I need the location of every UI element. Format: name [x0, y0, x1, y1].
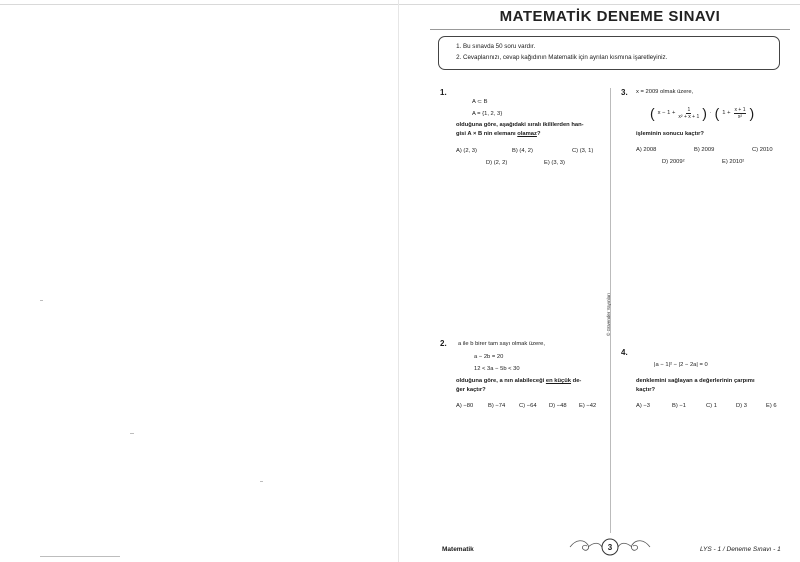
q1-given-2: A = {1, 2, 3} [472, 111, 503, 117]
q4-choices [636, 403, 786, 413]
scan-speck [130, 433, 134, 434]
fraction: $\frac{x + 1}{\text{x²}}$ [734, 106, 746, 120]
q1-stem: olduğuna göre, aşağıdaki sıralı ikililerden han- gisi A × B nin elemanı olamaz? [456, 122, 584, 137]
q3-choices [636, 147, 786, 167]
choice[interactable]: C) 2010 [752, 147, 773, 153]
paren: ) [749, 105, 755, 121]
choice[interactable]: D) 2009² [662, 159, 685, 165]
q1-number: 1. [440, 88, 447, 97]
scan-edge-line [0, 4, 800, 5]
publisher-mark [602, 278, 618, 338]
choice[interactable]: B) −1 [672, 403, 687, 409]
scan-speck [40, 300, 43, 301]
choice[interactable]: B) 2009 [694, 147, 715, 153]
choice[interactable]: B) −74 [488, 403, 506, 409]
q4-equation: |a − 1|² − |2 − 2a| = 0 [654, 362, 708, 368]
paren: ( [714, 105, 720, 121]
q4-stem: denklemini sağlayan a değerlerinin çarpımı kaçtır? [636, 378, 755, 393]
footer-subject: Matematik [442, 546, 474, 553]
paren: ) [702, 105, 707, 121]
publisher-text: © Güvender Yayınları [606, 293, 611, 336]
choice[interactable]: E) 6 [766, 403, 777, 409]
footer-series: LYS - 1 / Deneme Sınavı - 1 [700, 546, 781, 553]
q2-stem: olduğuna göre, a nın alabileceği en küçük de- ğer kaçtır? [456, 378, 582, 393]
page-fold [398, 0, 399, 562]
title-rule [430, 29, 790, 30]
page-number: 3 [607, 543, 613, 552]
q3-stem: işleminin sonucu kaçtır? [636, 131, 704, 137]
scan-speck [40, 556, 120, 557]
q3-number: 3. [621, 88, 628, 97]
page-title: MATEMATİK DENEME SINAVI [499, 8, 721, 25]
choice[interactable]: E) (3, 3) [544, 160, 565, 166]
choice[interactable]: C) (3, 1) [572, 148, 594, 154]
q2-intro: a ile b birer tam sayı olmak üzere, [458, 341, 545, 347]
choice[interactable]: A) −80 [456, 403, 474, 409]
choice[interactable]: C) −64 [519, 403, 537, 409]
fraction: $\frac{1}{\text{x² + x + 1}}$ [678, 106, 700, 120]
choice[interactable]: E) 2010² [722, 159, 745, 165]
q1-choices [456, 148, 606, 168]
instruction-item: 1. Bu sınavda 50 soru vardır. [463, 41, 779, 52]
q2-given-1: a − 2b = 20 [474, 354, 504, 360]
scan-speck [260, 481, 263, 482]
choice[interactable]: A) −3 [636, 403, 651, 409]
dot-operator: · [709, 109, 712, 116]
instructions-box [438, 36, 780, 70]
q1-given-1: A ⊂ B [472, 99, 488, 105]
choice[interactable]: A) 2008 [636, 147, 657, 153]
choice[interactable]: C) 1 [706, 403, 717, 409]
choice[interactable]: A) (2, 3) [456, 148, 477, 154]
paren: ( [650, 105, 655, 121]
choice[interactable]: E) −42 [579, 403, 597, 409]
q4-number: 4. [621, 348, 628, 357]
choice[interactable]: B) (4, 2) [512, 148, 533, 154]
q3-expression: ( x − 1 + $\frac{1}{\text{x² + x + 1}}$ ) · ( 1 + $\frac{x + 1}{\text{x²}}$ ) [650, 105, 755, 121]
choice[interactable]: D) 3 [736, 403, 747, 409]
choice[interactable]: D) −48 [549, 403, 567, 409]
q3-intro: x = 2009 olmak üzere, [636, 89, 694, 95]
choice[interactable]: D) (2, 2) [486, 160, 508, 166]
instruction-item: 2. Cevaplarınızı, cevap kağıdının Matematik için ayrılan kısmına işaretleyiniz. [463, 52, 779, 63]
q2-choices [456, 403, 606, 413]
q2-number: 2. [440, 339, 447, 348]
q2-given-2: 12 < 3a − 5b < 30 [474, 366, 520, 372]
